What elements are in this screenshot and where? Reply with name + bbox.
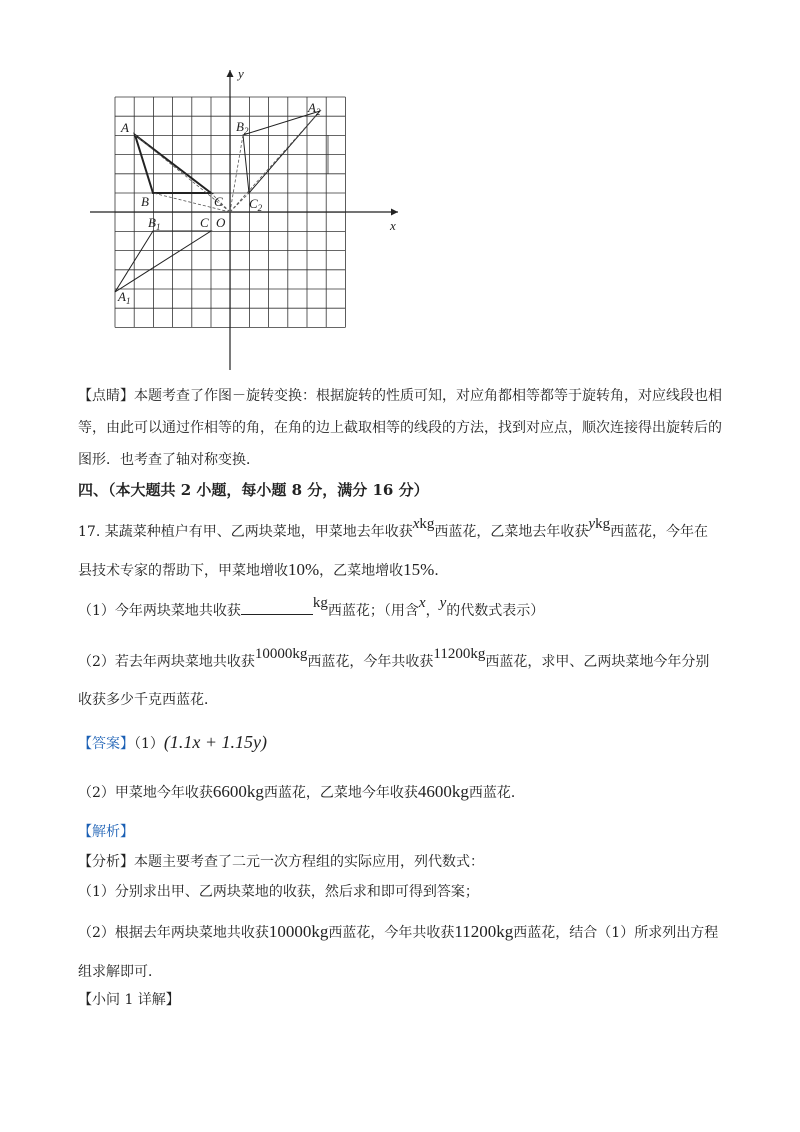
fenxi-line: 【分析】本题主要考查了二元一次方程组的实际应用，列代数式： (78, 854, 484, 870)
label-a2: $A_2$ (308, 100, 321, 117)
label-b: B (141, 194, 149, 209)
dashed-rotation-lines (135, 111, 320, 212)
answer-line1: 【答案】（1）(1.1x + 1.15y) (78, 732, 268, 752)
q17-part2-line2: 收获多少千克西蓝花． (78, 692, 218, 708)
xiaowen-heading: 【小问 1 详解】 (78, 992, 180, 1008)
q17-line1: 17. 某蔬菜种植户有甲、乙两块菜地，甲菜地去年收获xkg西蓝花，乙菜地去年收获ykg西蓝花，今年在 (78, 516, 709, 540)
label-c1: C (200, 215, 209, 230)
answer-line2: （2）甲菜地今年收获6600kg西蓝花，乙菜地今年收获4600kg西蓝花． (78, 782, 525, 801)
label-c: C (214, 194, 223, 209)
label-x: x (390, 218, 396, 233)
dianjing-line2: 等，由此可以通过作相等的角，在角的边上截取相等的线段的方法，找到对应点，顺次连接得出旋转后的 (78, 420, 722, 436)
label-b2: $B_2$ (236, 119, 249, 136)
label-b1: $B_1$ (148, 215, 161, 232)
dianjing-line1: 【点睛】本题考查了作图－旋转变换：根据旋转的性质可知，对应角都相等都等于旋转角，对应线段也相 (78, 388, 722, 404)
q17-part2-line1: （2）若去年两块菜地共收获10000kg西蓝花，今年共收获11200kg西蓝花，求甲、乙两块菜地今年分别 (78, 646, 710, 670)
answer-label: 【答案】 (78, 736, 134, 752)
triangle-a2b2c2 (243, 111, 320, 193)
q17-line2: 县技术专家的帮助下，甲菜地增收10%，乙菜地增收15%． (78, 560, 449, 579)
section-title: 四、（本大题共 2 小题，每小题 8 分，满分 16 分） (78, 481, 429, 499)
fenxi-step2-line2: 组求解即可． (78, 964, 162, 980)
label-a: A (121, 120, 129, 135)
dianjing-line3: 图形．也考查了轴对称变换． (78, 452, 260, 468)
label-c2: $C_2$ (249, 196, 263, 213)
q17-part1: （1）今年两块菜地共收获 kg西蓝花；（用含x，y的代数式表示） (78, 595, 545, 619)
label-o: O (216, 215, 226, 230)
answer-blank (241, 600, 313, 615)
label-a1: $A_1$ (118, 289, 131, 306)
label-y: y (238, 66, 244, 81)
fenxi-step2-line1: （2）根据去年两块菜地共收获10000kg西蓝花，今年共收获11200kg西蓝花，结合（1）所求列出方程 (78, 922, 719, 941)
rotation-figure (88, 64, 408, 374)
jiexi-label: 【解析】 (78, 824, 134, 840)
triangle-a1b1c1 (115, 231, 211, 292)
fenxi-step1: （1）分别求出甲、乙两块菜地的收获，然后求和即可得到答案； (78, 884, 479, 900)
